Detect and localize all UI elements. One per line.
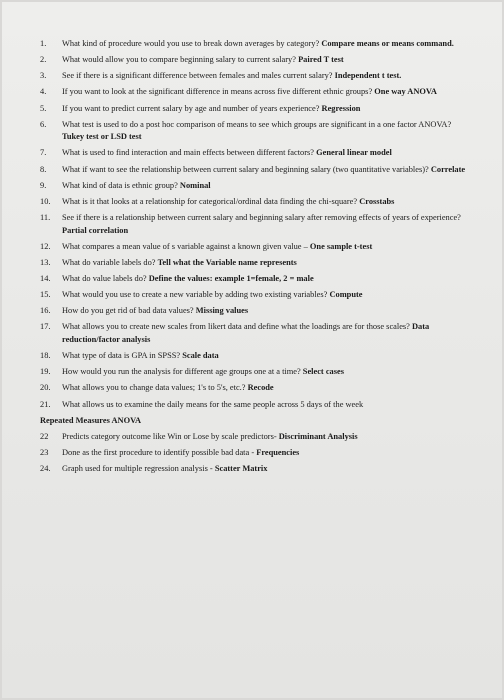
question-text: What allows you to change data values; 1's to 5's, etc.? <box>62 383 246 393</box>
question-number: 3. <box>40 71 47 81</box>
answer-text: Regression <box>321 103 361 113</box>
question-number: 2. <box>40 55 47 65</box>
question-number: 18. <box>40 351 51 361</box>
question-number: 22 <box>40 431 49 441</box>
question-item <box>40 241 472 254</box>
question-item <box>40 257 472 270</box>
question-item <box>40 366 472 379</box>
question-item <box>40 463 472 476</box>
question-number: 19. <box>40 367 51 377</box>
question-body <box>62 119 472 144</box>
answer-text: Correlate <box>430 164 466 174</box>
question-text: If you want to predict current salary by age and number of years experience? <box>62 103 320 113</box>
question-list <box>40 38 472 479</box>
question-body <box>62 70 472 83</box>
answer-text: Frequencies <box>256 448 300 458</box>
question-number: 16. <box>40 306 51 316</box>
question-text: See if there is a significant difference between females and males current salary? <box>62 71 333 81</box>
document-page <box>2 2 502 698</box>
answer-text: Independent t test. <box>334 71 402 81</box>
question-text: What do variable labels do? <box>62 257 156 267</box>
question-text: Predicts category outcome like Win or Lose by scale predictors- <box>62 431 277 441</box>
question-item <box>40 70 472 83</box>
question-number: 6. <box>40 119 47 129</box>
question-number: 13. <box>40 257 51 267</box>
question-body <box>62 350 472 363</box>
question-body <box>40 415 472 428</box>
question-text: What kind of procedure would you use to break down averages by category? <box>62 39 320 48</box>
question-item <box>40 273 472 286</box>
question-item <box>40 321 472 346</box>
question-number: 5. <box>40 103 47 113</box>
question-number: 4. <box>40 87 47 97</box>
question-number: 21. <box>40 399 51 409</box>
question-body <box>62 86 472 99</box>
question-item <box>40 180 472 193</box>
answer-text: Data reduction/factor analysis <box>62 322 430 345</box>
question-number: 9. <box>40 180 47 190</box>
question-body <box>62 180 472 193</box>
question-body <box>62 305 472 318</box>
answer-text: Paired T test <box>298 55 344 65</box>
question-number: 23 <box>40 448 49 458</box>
question-text: How do you get rid of bad data values? <box>62 306 194 316</box>
question-item <box>40 38 472 51</box>
answer-text: Crosstabs <box>359 196 395 206</box>
question-number: 12. <box>40 241 51 251</box>
question-item <box>40 415 472 428</box>
answer-text: Missing values <box>195 306 249 316</box>
question-body <box>62 463 472 476</box>
answer-text: Tukey test or LSD test <box>62 132 142 142</box>
question-body <box>62 103 472 116</box>
question-text: What compares a mean value of s variable against a known given value – <box>62 241 308 251</box>
question-text: What test is used to do a post hoc comparison of means to see which groups are significant in a one factor ANOVA? <box>62 119 452 129</box>
question-text: What type of data is GPA in SPSS? <box>62 351 181 361</box>
question-item <box>40 86 472 99</box>
question-text: Done as the first procedure to identify possible bad data - <box>62 448 255 458</box>
answer-text: Scale data <box>182 351 219 361</box>
question-body <box>62 257 472 270</box>
answer-text: Nominal <box>179 180 211 190</box>
question-number: 10. <box>40 196 51 206</box>
question-body <box>62 196 472 209</box>
question-body <box>62 273 472 286</box>
question-body <box>62 147 472 160</box>
question-text: What allows us to examine the daily means for the same people across 5 days of the week <box>62 399 364 409</box>
question-body <box>62 321 472 346</box>
question-text: Graph used for multiple regression analysis - <box>62 464 213 474</box>
answer-text: Define the values: example 1=female, 2 = male <box>148 274 314 284</box>
question-item <box>40 212 472 237</box>
answer-text: Compute <box>329 290 363 300</box>
answer-text: One sample t-test <box>309 241 373 251</box>
answer-text: Recode <box>247 383 274 393</box>
question-body <box>62 241 472 254</box>
question-body <box>62 212 472 237</box>
answer-text: One way ANOVA <box>374 87 437 97</box>
question-item <box>40 119 472 144</box>
question-text: What kind of data is ethnic group? <box>62 180 178 190</box>
question-item <box>40 164 472 177</box>
question-body <box>62 382 472 395</box>
answer-text: Compare means or means command. <box>321 39 454 48</box>
question-body <box>62 38 472 51</box>
question-body <box>62 366 472 379</box>
question-number: 7. <box>40 148 47 158</box>
question-number: 24. <box>40 464 51 474</box>
answer-text: Scatter Matrix <box>214 464 268 474</box>
question-number: 11. <box>40 213 51 222</box>
question-body <box>62 164 472 177</box>
question-text: If you want to look at the significant difference in means across five different ethnic groups? <box>62 87 373 97</box>
question-body <box>62 54 472 67</box>
question-number: 20. <box>40 383 51 393</box>
question-item <box>40 289 472 302</box>
question-number: 17. <box>40 322 51 332</box>
answer-text: Partial correlation <box>62 225 129 235</box>
question-item <box>40 147 472 160</box>
question-text: What do value labels do? <box>62 274 147 284</box>
question-body <box>62 447 472 460</box>
question-number: 15. <box>40 290 51 300</box>
question-item <box>40 399 472 412</box>
answer-text: Discriminant Analysis <box>278 431 358 441</box>
question-item <box>40 447 472 460</box>
question-text: What allows you to create new scales from likert data and define what the loadings are for those scales? <box>62 322 410 332</box>
question-text: What if want to see the relationship between current salary and beginning salary (two quantitative variables)? <box>62 164 429 174</box>
question-body <box>62 431 472 444</box>
question-item <box>40 103 472 116</box>
question-item <box>40 305 472 318</box>
question-text: What is it that looks at a relationship for categorical/ordinal data finding the chi-square? <box>62 196 358 206</box>
question-number: 14. <box>40 274 51 284</box>
answer-text: General linear model <box>316 148 392 158</box>
question-text: What would you use to create a new variable by adding two existing variables? <box>62 290 328 300</box>
question-text: What is used to find interaction and main effects between different factors? <box>62 148 315 158</box>
question-item <box>40 350 472 363</box>
answer-text: Select cases <box>302 367 344 377</box>
answer-text: Tell what the Variable name represents <box>157 257 297 267</box>
question-item <box>40 382 472 395</box>
question-text: How would you run the analysis for different age groups one at a time? <box>62 367 301 377</box>
question-number: 8. <box>40 164 47 174</box>
question-text: What would allow you to compare beginning salary to current salary? <box>62 55 296 65</box>
question-item <box>40 431 472 444</box>
question-number: 1. <box>40 39 47 48</box>
question-text: See if there is a relationship between current salary and beginning salary after removing effects of years of experience? <box>62 213 461 222</box>
question-body <box>62 289 472 302</box>
answer-text: Repeated Measures ANOVA <box>40 415 142 425</box>
question-body <box>62 399 472 412</box>
question-item <box>40 54 472 67</box>
question-item <box>40 196 472 209</box>
